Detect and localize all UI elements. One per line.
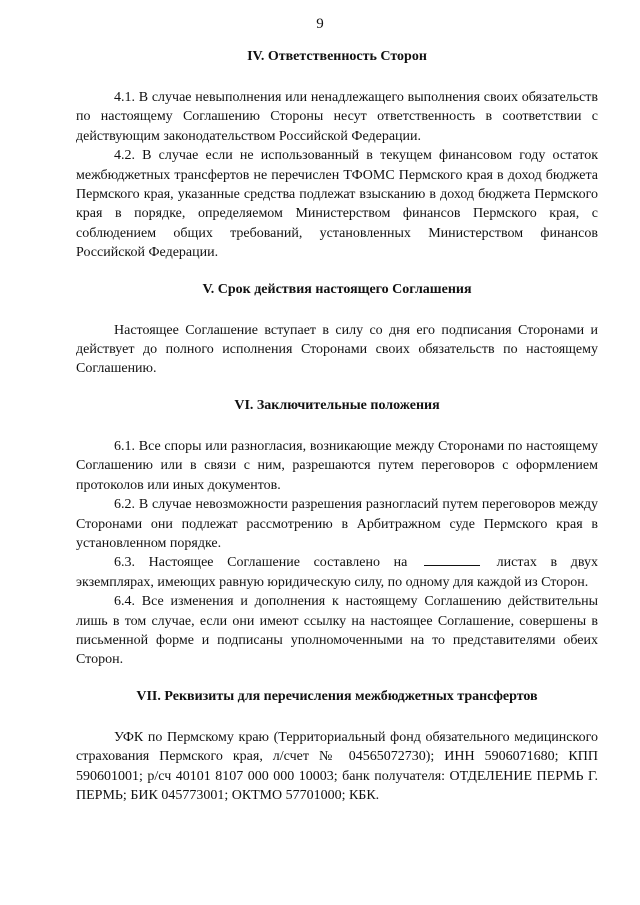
section-responsibility [76, 47, 598, 263]
sheet-count-blank [424, 564, 480, 566]
clause-6-2: 6.2. В случае невозможности разрешения разногласий путем переговоров между Сторонами они подлежат рассмотрению в Арбитражном суде Пермского края в установленном порядке. [76, 497, 598, 551]
clause-6-4: 6.4. Все изменения и дополнения к настоящему Соглашению действительны лишь в том случае, если они имеют ссылку на настоящее Соглашение, совершены в письменной форме и подписаны уполномоченными на то представителями обеих Сторон. [76, 594, 598, 668]
section-7-title: VII. Реквизиты для перечисления межбюджетных трансфертов [136, 688, 538, 704]
payment-requisites: УФК по Пермскому краю (Территориальный фонд обязательного медицинского страхования Пермского края, л/счет № 04565072730); ИНН 5906071680; КПП 590601001; р/сч 40101 8107 000 000 10003; банк получателя: ОТДЕЛЕНИЕ ПЕРМЬ Г. ПЕРМЬ; БИК 045773001; ОКТМО 57701000; КБК. [76, 729, 598, 803]
section-payment-details [76, 687, 598, 806]
page-number: 9 [316, 16, 324, 32]
section-5-title: V. Срок действия настоящего Соглашения [202, 281, 472, 297]
clause-5-text: Настоящее Соглашение вступает в силу со дня его подписания Сторонами и действует до полного исполнения Сторонами своих обязательств по настоящему Соглашению. [76, 322, 598, 377]
document-body [76, 47, 598, 805]
clause-4-1: 4.1. В случае невыполнения или ненадлежащего выполнения своих обязательств по настоящему Соглашению Стороны несут ответственность в соответствии с действующим законодательством Российской Федерации. [76, 90, 598, 144]
clause-6-1: 6.1. Все споры или разногласия, возникающие между Сторонами по настоящему Соглашению или в связи с ним, разрешаются путем переговоров с оформлением протоколов или иных документов. [76, 438, 598, 493]
clause-6-3 [76, 553, 598, 592]
section-final-provisions [76, 396, 598, 670]
section-4-title: IV. Ответственность Сторон [247, 49, 427, 64]
section-term [76, 280, 598, 379]
clause-4-2: 4.2. В случае если не использованный в текущем финансовом году остаток межбюджетных трансфертов не перечислен ТФОМС Пермского края в доход бюджета Пермского края, указанные средства подлежат взысканию в доход бюджета Пермского края в порядке, определяемом Министерством финансов Пермского края, с соблюдением общих требований, установленных Министерством финансов Российской Федерации. [76, 148, 598, 261]
section-6-title: VI. Заключительные положения [234, 397, 440, 413]
clause-6-3-start: 6.3. Настоящее Соглашение составлено на [114, 555, 408, 571]
clause-6-3-end: листах в двух экземплярах, имеющих равную юридическую силу, по одному для каждой из Сторон. [76, 555, 599, 590]
